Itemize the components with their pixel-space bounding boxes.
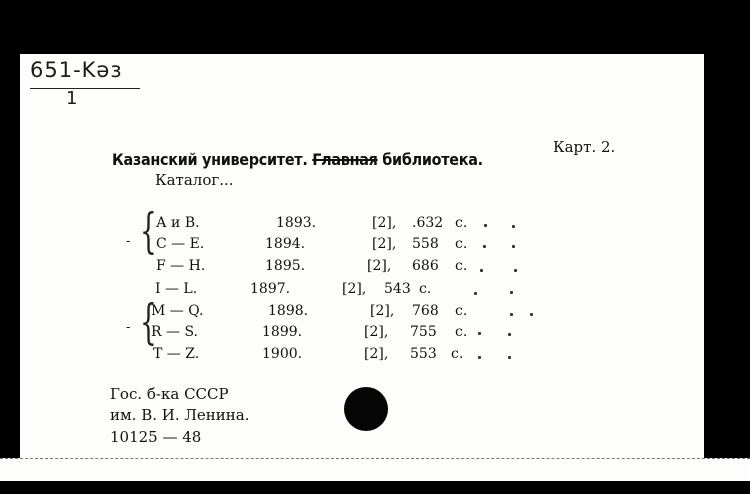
volume-pages: .632 xyxy=(412,215,444,231)
volume-part: [2], xyxy=(364,346,389,362)
volume-pages: 755 xyxy=(410,324,437,340)
brace-group-1: { xyxy=(140,203,157,259)
volume-range: T — Z. xyxy=(153,346,200,362)
ink-speck xyxy=(508,333,511,336)
ink-speck xyxy=(478,332,481,335)
volume-year: 1899. xyxy=(262,324,303,340)
volume-pages: 543 xyxy=(384,281,411,297)
volume-range: I — L. xyxy=(155,281,198,297)
volume-pages: 553 xyxy=(410,346,437,362)
volume-range: F — H. xyxy=(156,258,206,274)
ink-speck xyxy=(510,313,513,316)
heading-after: библиотека. xyxy=(377,150,483,169)
volume-part: [2], xyxy=(342,281,367,297)
volume-suffix: с. xyxy=(455,236,468,252)
volume-pages: 686 xyxy=(412,258,439,274)
volume-pages: 768 xyxy=(412,303,439,319)
catalog-subheading: Каталог... xyxy=(155,171,234,189)
shelfmark-underline xyxy=(30,88,140,89)
ink-speck xyxy=(480,269,483,272)
ink-speck xyxy=(474,292,477,295)
ink-speck xyxy=(478,356,481,359)
volume-year: 1894. xyxy=(265,236,306,252)
card-number: Карт. 2. xyxy=(553,138,616,156)
ink-speck xyxy=(510,291,513,294)
heading-before: Казанский университет. xyxy=(112,150,313,169)
volume-suffix: с. xyxy=(455,324,468,340)
volume-suffix: с. xyxy=(455,258,468,274)
volume-pages: 558 xyxy=(412,236,439,252)
volume-year: 1900. xyxy=(262,346,303,362)
shelfmark-sub: 1 xyxy=(66,88,78,109)
volume-part: [2], xyxy=(367,258,392,274)
ink-speck xyxy=(514,269,517,272)
volume-part: [2], xyxy=(370,303,395,319)
ink-speck xyxy=(484,224,487,227)
brace-group-2: { xyxy=(140,294,157,350)
volume-part: [2], xyxy=(364,324,389,340)
volume-part: [2], xyxy=(372,215,397,231)
volume-year: 1897. xyxy=(250,281,291,297)
library-stamp-icon xyxy=(344,387,388,431)
footer-library: Гос. б-ка СССР xyxy=(110,385,229,403)
footer-number: 10125 — 48 xyxy=(110,428,202,446)
brace-dash-1: - xyxy=(126,234,131,249)
ink-speck xyxy=(508,356,511,359)
ink-speck xyxy=(512,245,515,248)
ink-speck xyxy=(512,225,515,228)
volume-part: [2], xyxy=(372,236,397,252)
ink-speck xyxy=(530,313,533,316)
volume-suffix: с. xyxy=(455,303,468,319)
volume-suffix: с. xyxy=(455,215,468,231)
volume-suffix: с. xyxy=(419,281,432,297)
brace-dash-2: - xyxy=(126,320,131,335)
catalog-heading xyxy=(112,150,483,169)
volume-range: А и В. xyxy=(156,215,200,231)
footer-library-name: им. В. И. Ленина. xyxy=(110,406,250,424)
volume-year: 1898. xyxy=(268,303,309,319)
volume-year: 1893. xyxy=(276,215,317,231)
volume-suffix: с. xyxy=(451,346,464,362)
volume-range: R — S. xyxy=(151,324,198,340)
shelfmark-code: 651-Kəз xyxy=(30,58,123,82)
volume-range: С — Е. xyxy=(156,236,205,252)
volume-year: 1895. xyxy=(265,258,306,274)
heading-struck-word: Главная xyxy=(312,150,378,169)
card-bottom-edge xyxy=(0,458,750,481)
volume-range: M — Q. xyxy=(151,303,204,319)
ink-speck xyxy=(483,245,486,248)
